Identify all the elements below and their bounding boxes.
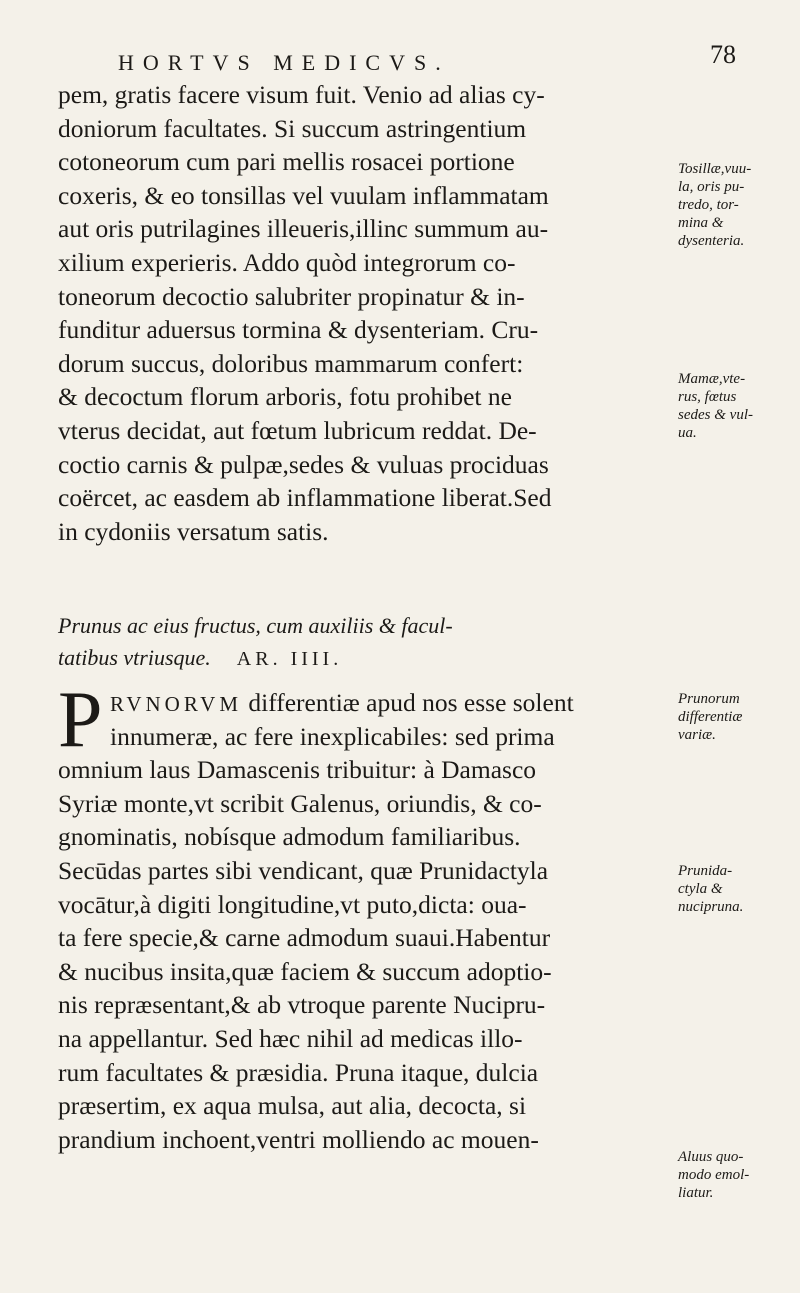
text-line: coxeris, & eo tonsillas vel vuulam inflammatam — [58, 180, 549, 210]
margin-note-line: ctyla & — [678, 881, 723, 897]
section-heading-line — [58, 642, 638, 675]
section-heading — [58, 610, 638, 675]
text-line: præsertim, ex aqua mulsa, aut alia, decocta, si — [58, 1091, 527, 1121]
text-line — [58, 685, 638, 719]
text-line: & decoctum florum arboris, fotu prohibet ne — [58, 382, 512, 412]
margin-note-line: differentiæ — [678, 709, 743, 725]
text-line: gnominatis, nobísque admodum familiaribus. — [58, 822, 521, 852]
text-line: cotoneorum cum pari mellis rosacei portione — [58, 147, 515, 177]
text-line: doniorum facultates. Si succum astringentium — [58, 113, 527, 143]
margin-note-line: variæ. — [678, 727, 716, 743]
text-line: toneorum decoctio salubriter propinatur & in- — [58, 281, 525, 311]
text-line: rum facultates & præsidia. Pruna itaque, dulcia — [58, 1057, 539, 1087]
margin-note-line: modo emol- — [678, 1167, 750, 1183]
margin-note-line: Prunida- — [678, 863, 733, 879]
text-line: vocātur,à digiti longitudine,vt puto,dicta: oua- — [58, 889, 527, 919]
text-line: ta fere specie,& carne admodum suaui.Habentur — [58, 923, 551, 953]
section-reference: AR. IIII. — [236, 648, 343, 670]
small-caps-word: RVNORVM — [110, 692, 242, 716]
text-line: aut oris putrilagines illeueris,illinc summum au- — [58, 214, 549, 244]
margin-note-line: tredo, tor- — [678, 197, 739, 213]
text-line: dorum succus, doloribus mammarum confert: — [58, 348, 524, 378]
page-number: 78 — [710, 40, 736, 69]
text-line: nis repræsentant,& ab vtroque parente Nucipru- — [58, 990, 546, 1020]
text-line: omnium laus Damascenis tribuitur: à Damasco — [58, 755, 537, 785]
text-line: innumeræ, ac fere inexplicabiles: sed prima — [110, 721, 555, 751]
text-line: in cydoniis versatum satis. — [58, 516, 329, 546]
paragraph-cydonia — [58, 78, 638, 548]
margin-note-line: dysenteria. — [678, 233, 745, 249]
running-title: HORTVS MEDICVS. — [118, 50, 450, 75]
drop-cap: P — [58, 676, 103, 764]
margin-note-line: liatur. — [678, 1185, 714, 1201]
margin-note-line: rus, fœtus — [678, 389, 737, 405]
text-line: Syriæ monte,vt scribit Galenus, oriundis, & co- — [58, 788, 542, 818]
margin-note-mammae — [678, 370, 798, 442]
text-line: xilium experieris. Addo quòd integrorum co- — [58, 247, 516, 277]
text-line: Secūdas partes sibi vendicant, quæ Prunidactyla — [58, 855, 549, 885]
margin-note-aluus — [678, 1148, 798, 1202]
margin-note-line: Aluus quo- — [678, 1149, 744, 1165]
text-line-rest: differentiæ apud nos esse solent — [248, 688, 574, 717]
text-line: prandium inchoent,ventri molliendo ac mouen- — [58, 1124, 539, 1154]
margin-note-line: ua. — [678, 425, 697, 441]
margin-note-line: Prunorum — [678, 691, 740, 707]
margin-note-line: Mamæ,vte- — [678, 371, 746, 387]
margin-note-line: la, oris pu- — [678, 179, 745, 195]
text-line: & nucibus insita,quæ faciem & succum adoptio- — [58, 956, 552, 986]
section-heading-line: Prunus ac eius fructus, cum auxiliis & facul- — [58, 613, 453, 638]
margin-note-tonsils — [678, 160, 798, 250]
text-line: pem, gratis facere visum fuit. Venio ad alias cy- — [58, 80, 545, 109]
margin-note-line: mina & — [678, 215, 724, 231]
margin-note-line: sedes & vul- — [678, 407, 753, 423]
text-line: coctio carnis & pulpæ,sedes & vuluas prociduas — [58, 449, 549, 479]
margin-note-line: Tosillæ,vuu- — [678, 161, 752, 177]
text-line: vterus decidat, aut fœtum lubricum reddat. De- — [58, 415, 537, 445]
text-line: na appellantur. Sed hæc nihil ad medicas illo- — [58, 1023, 523, 1053]
text-line: funditur aduersus tormina & dysenteriam. Cru- — [58, 315, 539, 345]
margin-note-prunorum — [678, 690, 798, 744]
margin-note-line: nucipruna. — [678, 899, 744, 915]
paragraph-prunus — [58, 676, 638, 1155]
text-line: coërcet, ac easdem ab inflammatione liberat.Sed — [58, 483, 552, 513]
section-heading-line-2: tatibus vtriusque. — [58, 645, 211, 670]
margin-note-prunidactyla — [678, 862, 798, 916]
